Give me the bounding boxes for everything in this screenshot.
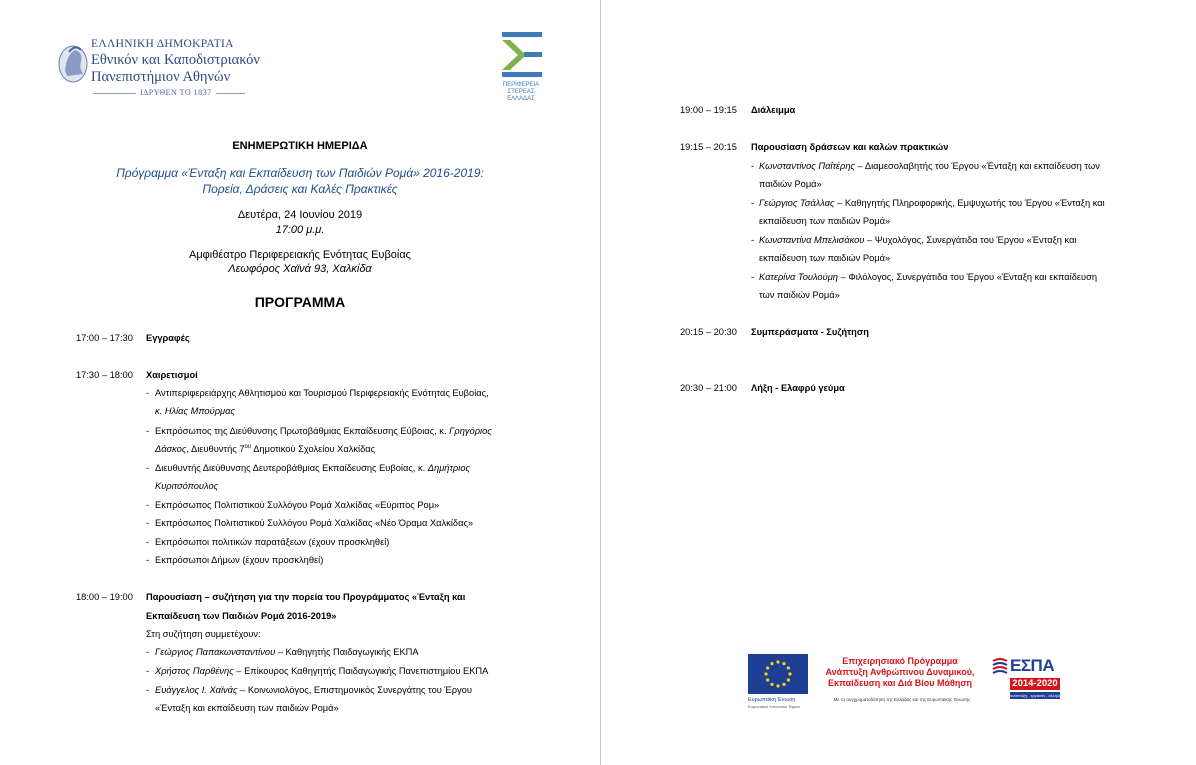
greeting-line: Κυριτσόπουλος bbox=[155, 481, 219, 491]
eu-star bbox=[788, 672, 791, 675]
speaker-line bbox=[759, 198, 1105, 208]
event-venue: Αμφιθέατρο Περιφερειακής Ενότητας Ευβοίας bbox=[188, 249, 411, 261]
event-type: ΕΝΗΜΕΡΩΤΙΚΗ ΗΜΕΡΙΔΑ bbox=[232, 140, 368, 152]
eu-stars-icon bbox=[748, 654, 808, 694]
slot-time: 20:30 – 21:00 bbox=[680, 383, 737, 393]
uoa-line-2: Εθνικόν και Καποδιστριακόν bbox=[91, 52, 260, 68]
speaker-name: Κωνσταντίνα Μπελισάκου bbox=[759, 235, 865, 245]
speaker-line bbox=[759, 235, 1077, 245]
eu-star bbox=[764, 672, 767, 675]
speaker-role: – Καθηγητής Πληροφορικής, Εμψυχωτής του Έργου «Ένταξη και bbox=[834, 198, 1105, 208]
bullet-dash: - bbox=[146, 388, 150, 398]
speaker-role: – Κοινωνιολόγος, Επιστημονικός Συνεργάτης του Έργου bbox=[237, 685, 472, 695]
espa-logo bbox=[992, 656, 1070, 702]
bullet-dash: - bbox=[146, 518, 150, 528]
greeting-line bbox=[155, 444, 375, 454]
event-time: 17:00 μ.μ. bbox=[275, 224, 325, 236]
speaker-line: εκπαίδευση των παιδιών Ρομά» bbox=[759, 216, 891, 226]
eu-flag-icon bbox=[748, 654, 808, 694]
slot-title: Συμπεράσματα - Συζήτηση bbox=[751, 327, 869, 337]
espa-subtitle: ανάπτυξη - εργασία - αλληλεγγύη bbox=[1010, 693, 1070, 698]
speaker-line bbox=[155, 685, 472, 695]
eu-star bbox=[766, 666, 769, 669]
bullet-dash: - bbox=[146, 647, 150, 657]
eu-star bbox=[776, 660, 779, 663]
slot-title: Εκπαίδευση των Παιδιών Ρομά 2016-2019» bbox=[146, 611, 337, 621]
slot-time: 19:15 – 20:15 bbox=[680, 142, 737, 152]
greeting-text: , Διευθυντής 7 bbox=[186, 444, 245, 455]
bullet-dash: - bbox=[751, 272, 755, 282]
speaker-name: Χρήστος Παρθένης bbox=[155, 666, 234, 676]
greeting-text: Διευθυντής Διεύθυνσης Δευτεροβάθμιας Εκπαίδευσης Ευβοίας, κ. bbox=[155, 463, 428, 473]
speaker-role: – Φιλόλογος, Συνεργάτιδα του Έργου «Ένταξη και εκπαίδευση bbox=[837, 272, 1098, 282]
region-name bbox=[498, 82, 544, 103]
eu-star bbox=[782, 662, 785, 665]
page-right bbox=[601, 0, 1196, 765]
speaker-role: – Διαμεσολαβητής του Έργου «Ένταξη και εκπαίδευση των bbox=[855, 161, 1100, 171]
greeting-text: Δημοτικού Σχολείου Χαλκίδας bbox=[251, 444, 376, 455]
greeting-line: Εκπρόσωπος Πολιτιστικού Συλλόγου Ρομά Χαλκίδας «Εύριπος Ρομ» bbox=[155, 500, 440, 510]
espa-years: 2014-2020 bbox=[1010, 678, 1060, 690]
eu-star bbox=[770, 683, 773, 686]
region-name-line-2: ΣΤΕΡΕΑΣ bbox=[507, 89, 535, 95]
speaker-line bbox=[155, 666, 488, 676]
op-caption: Με τη συγχρηματοδότηση της Ελλάδας και της Ευρωπαϊκής Ένωσης bbox=[833, 697, 971, 702]
region-sigma-logo bbox=[498, 30, 548, 106]
bullet-dash: - bbox=[146, 463, 150, 473]
speaker-line bbox=[155, 647, 419, 657]
discussion-intro: Στη συζήτηση συμμετέχουν: bbox=[146, 629, 261, 639]
bullet-dash: - bbox=[751, 161, 755, 171]
greeting-line bbox=[155, 463, 470, 473]
eu-star bbox=[787, 666, 790, 669]
eu-star bbox=[776, 684, 779, 687]
region-name-line-1: ΠΕΡΙΦΕΡΕΙΑ bbox=[502, 82, 540, 88]
greeting-name: Δάσκος bbox=[155, 444, 187, 455]
slot-time: 20:15 – 20:30 bbox=[680, 327, 737, 337]
greeting-name: Γρηγόριος bbox=[449, 426, 492, 436]
greeting-line: Εκπρόσωποι Δήμων (έχουν προσκληθεί) bbox=[155, 555, 324, 565]
speaker-name: Ευάγγελος Ι. Χαϊνάς bbox=[155, 685, 238, 695]
espa-word: ΕΣΠΑ bbox=[1010, 656, 1055, 675]
slot-title: Παρουσίαση δράσεων και καλών πρακτικών bbox=[751, 142, 949, 152]
uoa-founded: ΙΔΡΥΘΕΝ ΤΟ 1837 bbox=[136, 88, 216, 97]
programme-title-line-1: Πρόγραμμα «Ένταξη και Εκπαίδευση των Παιδιών Ρομά» 2016-2019: bbox=[116, 166, 484, 180]
eu-star bbox=[766, 678, 769, 681]
bullet-dash: - bbox=[146, 426, 150, 436]
event-address: Λεωφόρος Χαϊνά 93, Χαλκίδα bbox=[228, 263, 372, 275]
speaker-name: Γεώργιος Τσάλλας bbox=[759, 198, 835, 208]
bullet-dash: - bbox=[751, 198, 755, 208]
bullet-dash: - bbox=[146, 537, 150, 547]
greeting-line: κ. Ηλίας Μπούρμας bbox=[155, 406, 235, 416]
speaker-role: – Καθηγητής Παιδαγωγικής ΕΚΠΑ bbox=[275, 647, 419, 657]
sigma-icon bbox=[498, 30, 544, 80]
speaker-line: των παιδιών Ρομά» bbox=[759, 290, 840, 300]
greeting-line: Εκπρόσωπος Πολιτιστικού Συλλόγου Ρομά Χαλκίδας «Νέο Όραμα Χαλκίδας» bbox=[155, 518, 474, 528]
slot-title: Χαιρετισμοί bbox=[146, 370, 198, 380]
speaker-name: Κωνσταντίνος Παΐτέρης bbox=[759, 161, 856, 171]
speaker-name: Κατερίνα Τουλούμη bbox=[759, 272, 838, 282]
eu-caption: Ευρωπαϊκή Ένωση bbox=[748, 697, 796, 703]
bullet-dash: - bbox=[146, 666, 150, 676]
eu-star bbox=[770, 662, 773, 665]
op-line-2: Ανάπτυξη Ανθρώπινου Δυναμικού, bbox=[825, 667, 975, 677]
slot-time: 19:00 – 19:15 bbox=[680, 105, 737, 115]
bullet-dash: - bbox=[146, 555, 150, 565]
op-line-3: Εκπαίδευση και Διά Βίου Μάθηση bbox=[827, 678, 973, 688]
bullet-dash: - bbox=[146, 685, 150, 695]
funding-logos-bar bbox=[748, 654, 1070, 710]
programme-title-line-2: Πορεία, Δράσεις και Καλές Πρακτικές bbox=[202, 182, 398, 196]
speaker-line: «Ένταξη και εκπαίδευση των παιδιών Ρομά» bbox=[155, 703, 339, 713]
greeting-text: Εκπρόσωπος της Διεύθυνσης Πρωτοβάθμιας Εκπαίδευσης Εύβοιας, κ. bbox=[155, 426, 450, 436]
speaker-line: εκπαίδευση των παιδιών Ρομά» bbox=[759, 253, 891, 263]
slot-time: 17:30 – 18:00 bbox=[76, 370, 133, 380]
speaker-line bbox=[759, 272, 1097, 282]
slot-title: Διάλειμμα bbox=[751, 105, 796, 115]
eu-subcaption: Ευρωπαϊκό Κοινωνικό Ταμείο bbox=[748, 704, 800, 709]
event-date: Δευτέρα, 24 Ιουνίου 2019 bbox=[237, 209, 363, 221]
speaker-role: – Επίκουρος Καθηγητής Παιδαγωγικής Πανεπιστημίου ΕΚΠΑ bbox=[233, 666, 489, 676]
ordinal-suffix: ου bbox=[244, 444, 252, 450]
uoa-logo bbox=[57, 38, 297, 98]
speaker-line: παιδιών Ρομά» bbox=[759, 179, 822, 189]
bullet-dash: - bbox=[146, 500, 150, 510]
greeting-line: Εκπρόσωποι πολιτικών παρατάξεων (έχουν προσκληθεί) bbox=[155, 537, 390, 547]
eu-star bbox=[782, 683, 785, 686]
slot-title: Παρουσίαση – συζήτηση για την πορεία του Προγράμματος «Ένταξη και bbox=[146, 592, 466, 602]
uoa-line-3: Πανεπιστήμιον Αθηνών bbox=[91, 69, 231, 85]
greeting-name: Δημήτριος bbox=[427, 463, 471, 473]
slot-time: 17:00 – 17:30 bbox=[76, 333, 133, 343]
uoa-line-1: ΕΛΛΗΝΙΚΗ ΔΗΜΟΚΡΑΤΙΑ bbox=[91, 38, 234, 50]
slot-title: Λήξη - Ελαφρύ γεύμα bbox=[751, 383, 845, 393]
slot-time: 18:00 – 19:00 bbox=[76, 592, 133, 602]
op-line-1: Επιχειρησιακό Πρόγραμμα bbox=[842, 656, 958, 666]
eu-star bbox=[787, 678, 790, 681]
speaker-name: Γεώργιος Παπακωνσταντίνου bbox=[155, 647, 276, 657]
speaker-role: – Ψυχολόγος, Συνεργάτιδα του Έργου «Ένταξη και bbox=[864, 235, 1077, 245]
greeting-line: Αντιπεριφερειάρχης Αθλητισμού και Τουρισμού Περιφερειακής Ενότητας Ευβοίας, bbox=[155, 388, 489, 398]
region-name-line-3: ΕΛΛΑΔΑΣ bbox=[507, 96, 535, 102]
athena-seal-icon bbox=[57, 40, 89, 84]
speaker-line bbox=[759, 161, 1100, 171]
schedule-heading: ΠΡΟΓΡΑΜΜΑ bbox=[254, 294, 346, 310]
op-title bbox=[812, 656, 988, 689]
bullet-dash: - bbox=[751, 235, 755, 245]
espa-stripes-icon bbox=[992, 658, 1008, 676]
slot-title: Εγγραφές bbox=[146, 333, 190, 343]
greeting-line bbox=[155, 426, 492, 436]
